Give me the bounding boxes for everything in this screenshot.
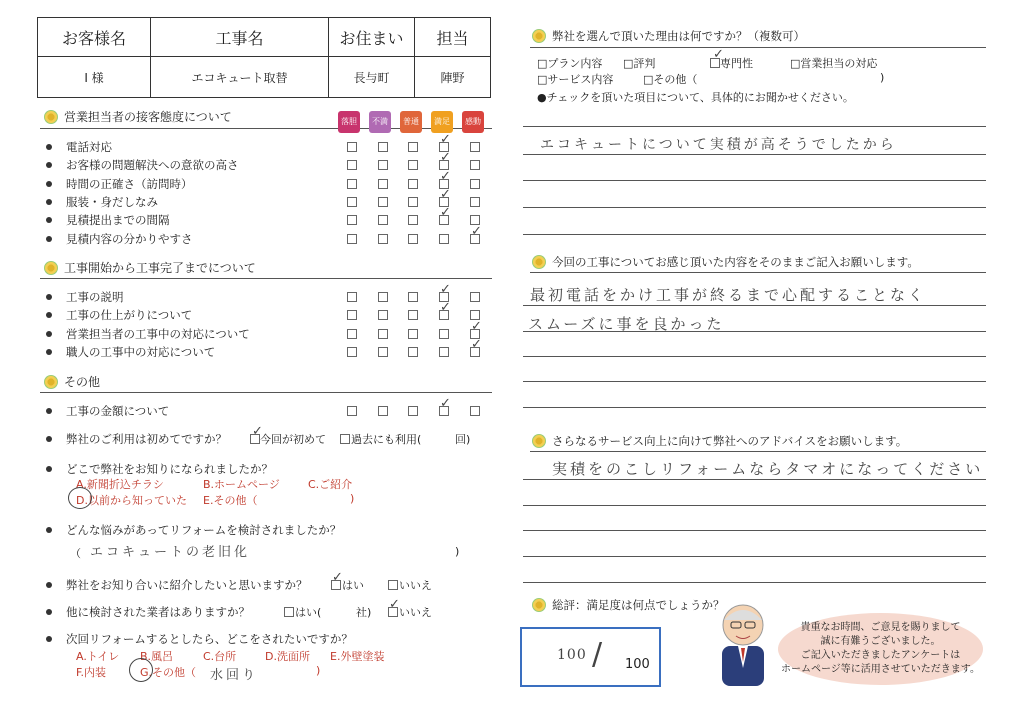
rating-checkbox[interactable]	[408, 329, 418, 339]
check-mark-icon: ✓	[440, 205, 451, 221]
divider	[530, 451, 986, 452]
customer-name: I 様	[38, 57, 151, 98]
rating-checkbox[interactable]	[408, 406, 418, 416]
divider	[530, 272, 986, 273]
check-mark-icon: ✓	[440, 132, 451, 147]
rating-label: 時間の正確さ（訪問時）	[66, 176, 193, 191]
flower-icon	[532, 255, 546, 269]
rating-label: 電話対応	[66, 140, 112, 154]
question-introduce: 弊社をお知り合いに紹介したいと思いますか？	[46, 577, 308, 593]
score-title: 総評：満足度は何点でしょうか？	[532, 597, 725, 613]
flower-icon	[532, 29, 546, 43]
score-max: 100	[625, 657, 650, 672]
thanks-message: 貴重なお時間、ご意見を賜りまして 誠に有難うございました。 ご記入いただきましたアンケートは ホームページ等に活用させていただきます。	[778, 613, 983, 685]
address-value: 長与町	[329, 57, 415, 98]
flower-icon	[44, 261, 58, 275]
divider	[530, 47, 986, 48]
rating-label: 服装・身だしなみ	[66, 194, 158, 209]
rating-checkbox[interactable]	[347, 347, 357, 357]
rating-checkbox[interactable]	[408, 234, 418, 244]
rating-checkbox[interactable]	[378, 142, 388, 152]
option-known-before: D.以前から知っていた	[76, 494, 187, 507]
rating-checkbox[interactable]	[439, 347, 449, 357]
rating-checkbox[interactable]	[378, 310, 388, 320]
rating-checkbox[interactable]	[347, 406, 357, 416]
rating-legend	[338, 109, 493, 133]
rating-label: 工事の仕上がりについて	[66, 308, 193, 323]
handwritten-impression-2: スムーズに事を良かった	[528, 315, 725, 333]
check-mark-icon: ✓	[440, 282, 451, 297]
rating-checkbox[interactable]	[408, 347, 418, 357]
rating-checkbox[interactable]	[378, 234, 388, 244]
flower-icon	[44, 375, 58, 389]
rating-row	[46, 289, 124, 305]
rating-row	[46, 307, 192, 323]
rating-row	[46, 176, 193, 192]
rating-checkbox[interactable]	[347, 142, 357, 152]
rating-checkbox[interactable]	[408, 197, 418, 207]
circle-mark	[129, 658, 153, 682]
check-mark-icon: ✓	[471, 223, 482, 239]
advice-title: さらなるサービス向上に向けて弊社へのアドバイスをお願いします。	[532, 433, 907, 449]
rating-checkbox[interactable]	[378, 160, 388, 170]
header-address: お住まい	[329, 18, 415, 57]
question-worry: どんな悩みがあってリフォームを検討されましたか？	[46, 522, 341, 538]
legend-4: 感動	[462, 111, 484, 133]
handwritten-score: 100	[557, 647, 587, 663]
handwritten-impression-1: 最初電話をかけ工事が終るまで心配することなく	[530, 286, 927, 304]
rating-row	[46, 194, 158, 210]
check-mark-icon: ✓	[440, 396, 451, 411]
rating-checkbox[interactable]	[408, 215, 418, 225]
staff-mascot-icon	[712, 598, 774, 688]
rating-label: 見積内容の分かりやすさ	[66, 231, 193, 246]
check-mark-icon: ✓	[440, 186, 451, 202]
handwritten-advice: 実積をのこしリフォームならタマオになってください	[552, 460, 984, 478]
check-mark-icon: ✓	[252, 424, 263, 439]
section-sales-title: 営業担当者の接客態度について	[44, 108, 232, 125]
rating-checkbox[interactable]	[378, 179, 388, 189]
reason-title: 弊社を選んで頂いた理由は何ですか？（複数可）	[532, 28, 805, 44]
rating-checkbox[interactable]	[378, 292, 388, 302]
check-mark-icon: ✓	[471, 336, 482, 352]
answer-first-time: 今回が初めて	[260, 433, 326, 446]
check-mark-icon: ✓	[471, 318, 482, 334]
rating-label: 営業担当者の工事中の対応について	[66, 326, 250, 341]
staff-value: 陣野	[415, 57, 491, 98]
rating-checkbox[interactable]	[347, 179, 357, 189]
rating-checkbox[interactable]	[470, 292, 480, 302]
rating-checkbox[interactable]	[408, 179, 418, 189]
legend-0: 落胆	[338, 111, 360, 133]
rating-checkbox[interactable]	[408, 292, 418, 302]
rating-checkbox[interactable]	[347, 310, 357, 320]
option-referral: C.ご紹介	[308, 478, 353, 491]
rating-checkbox[interactable]	[378, 329, 388, 339]
rating-checkbox[interactable]	[439, 329, 449, 339]
rating-row	[46, 157, 239, 173]
rating-checkbox[interactable]	[408, 310, 418, 320]
rating-checkbox[interactable]	[347, 197, 357, 207]
divider	[40, 392, 492, 393]
circle-mark	[68, 487, 92, 509]
slash-mark: /	[592, 637, 603, 672]
header-staff: 担当	[415, 18, 491, 57]
rating-checkbox[interactable]	[378, 197, 388, 207]
checkbox-used-before[interactable]	[340, 434, 350, 444]
rating-label: お客様の問題解決への意欲の高さ	[66, 158, 239, 173]
rating-checkbox[interactable]	[470, 160, 480, 170]
rating-checkbox[interactable]	[378, 406, 388, 416]
section-other-title: その他	[44, 373, 100, 390]
question-other-companies: 他に検討された業者はありますか？	[46, 604, 250, 620]
rating-row	[46, 344, 215, 360]
check-mark-icon: ✓	[440, 150, 451, 166]
rating-checkbox[interactable]	[470, 197, 480, 207]
handwritten-reason: エコキュートについて実積が高そうでしたから	[540, 137, 897, 153]
rating-checkbox[interactable]	[347, 292, 357, 302]
check-mark-icon: ✓	[332, 570, 343, 585]
handwritten-next: 水回り	[210, 668, 259, 683]
rating-checkbox[interactable]	[439, 234, 449, 244]
check-mark-icon: ✓	[440, 168, 451, 184]
answer-used-before: 過去にも利用(	[351, 433, 422, 446]
header-customer: お客様名	[38, 18, 151, 57]
option-homepage: B.ホームページ	[203, 478, 280, 491]
header-work: 工事名	[151, 18, 329, 57]
option-newspaper: A.新聞折込チラシ	[76, 478, 164, 491]
score-box	[520, 627, 661, 687]
rating-checkbox[interactable]	[470, 179, 480, 189]
legend-3: 満足	[431, 111, 453, 133]
rating-checkbox[interactable]	[347, 160, 357, 170]
rating-checkbox[interactable]	[470, 142, 480, 152]
flower-icon	[532, 598, 546, 612]
section-construction-title: 工事開始から工事完了までについて	[44, 259, 256, 276]
customer-info-table	[37, 17, 491, 98]
rating-checkbox[interactable]	[408, 142, 418, 152]
option-other: E.その他（	[203, 494, 258, 507]
rating-row	[46, 139, 112, 155]
handwritten-worry: エコキュートの老旧化	[90, 545, 251, 560]
rating-row	[46, 231, 193, 247]
rating-row	[46, 326, 250, 342]
divider	[40, 278, 492, 279]
work-name: エコキュート取替	[151, 57, 329, 98]
checkbox-compare-yes[interactable]	[284, 607, 294, 617]
question-next-reform: 次回リフォームするとしたら、どこをされたいですか？	[46, 631, 353, 647]
check-mark-icon: ✓	[440, 300, 451, 316]
check-mark-icon: ✓	[713, 47, 724, 62]
question-how-known: どこで弊社をお知りになられましたか？	[46, 461, 273, 477]
rating-row	[46, 403, 169, 419]
impression-title: 今回の工事についてお感じ頂いた内容をそのままご記入お願いします。	[532, 254, 919, 270]
flower-icon	[532, 434, 546, 448]
rating-checkbox[interactable]	[347, 234, 357, 244]
rating-row	[46, 212, 170, 228]
rating-checkbox[interactable]	[378, 215, 388, 225]
flower-icon	[44, 110, 58, 124]
question-first-time: 弊社のご利用は初めてですか？	[46, 431, 227, 447]
rating-label: 見積提出までの間隔	[66, 213, 170, 228]
rating-label: 職人の工事中の対応について	[66, 344, 216, 359]
answer-times: 回)	[455, 433, 471, 446]
legend-1: 不満	[369, 111, 391, 133]
rating-checkbox[interactable]	[470, 406, 480, 416]
rating-label: 工事の説明	[66, 290, 124, 304]
checkbox-intro-no[interactable]	[388, 580, 398, 590]
rating-checkbox[interactable]	[347, 215, 357, 225]
rating-label: 工事の金額について	[66, 404, 170, 418]
rating-checkbox[interactable]	[378, 347, 388, 357]
legend-2: 普通	[400, 111, 422, 133]
rating-checkbox[interactable]	[347, 329, 357, 339]
rating-checkbox[interactable]	[408, 160, 418, 170]
check-mark-icon: ✓	[389, 597, 400, 612]
